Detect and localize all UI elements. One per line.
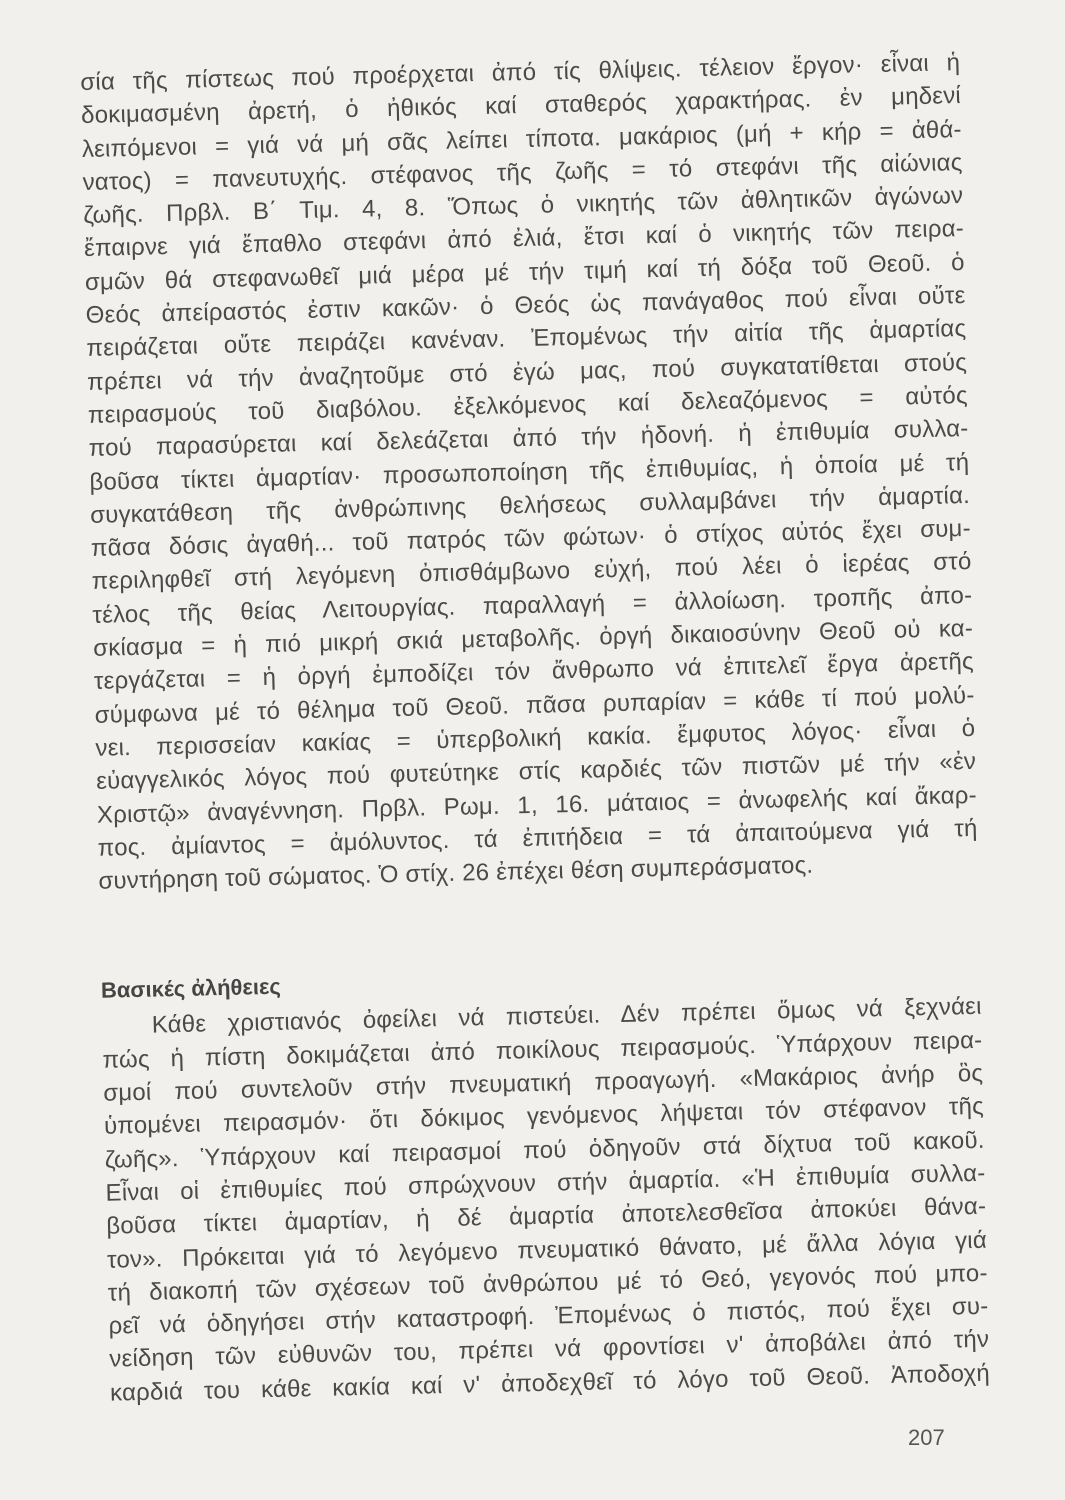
text-line: δοκιμασμένη ἀρετή, ὁ ἠθικός καί σταθερός χαρακτήρας. ἐν μηδενί (80, 82, 962, 130)
text-line: συγκατάθεση τῆς ἀνθρώπινης θελήσεως συλλαμβάνει τήν ἁμαρτία. (89, 481, 971, 529)
text-line: σκίασμα = ἡ πιό μικρή σκιά μεταβολῆς. ὀργή δικαιοσύνην Θεοῦ οὐ κα- (92, 614, 974, 662)
text-line: τον». Πρόκειται γιά τό λεγόμενο πνευματικό θάνατο, μέ ἄλλα λόγια γιά (106, 1226, 988, 1274)
text-line: ἔπαιρνε γιά ἔπαθλο στεφάνι ἀπό ἐλιά, ἔτσι καί ὁ νικητής τῶν πειρα- (83, 215, 965, 263)
text-line: λειπόμενοι = γιά νά μή σᾶς λείπει τίποτα. μακάριος (μή + κήρ = ἀθά- (81, 115, 962, 163)
text-line: πειράζεται οὔτε πειράζει κανέναν. Ἐπομένως τήν αἰτία τῆς ἁμαρτίας (86, 315, 967, 363)
text-line: ὑπομένει πειρασμόν· ὅτι δόκιμος γενόμενος λήψεται τόν στέφανον τῆς (103, 1093, 985, 1141)
text-line: περιληφθεῖ στή λεγόμενη ὀπισθάμβωνο εὐχή, πού λέει ὁ ἱερέας στό (91, 548, 972, 596)
text-line: εὐαγγελικός λόγος πού φυτεύτηκε στίς καρδιές τῶν πιστῶν μέ τήν «ἐν (95, 748, 977, 796)
text-line: καρδιά του κάθε κακία καί ν' ἀποδεχθεῖ τό λόγο τοῦ Θεοῦ. Ἀποδοχή (109, 1359, 991, 1407)
commentary-notes (80, 46, 979, 898)
text-line: πειρασμούς τοῦ διαβόλου. ἐξελκόμενος καί δελεαζόμενος = αὐτός (87, 381, 969, 429)
text-line: ρεῖ νά ὁδηγήσει στήν καταστροφή. Ἐπομένως ὁ πιστός, πού ἔχει συ- (108, 1292, 989, 1340)
text-line: Κάθε χριστιανός ὀφείλει νά πιστεύει. Δέν πρέπει ὅμως νά ξεχνάει (151, 993, 982, 1040)
text-line: βοῦσα τίκτει ἁμαρτίαν· προσωποποίηση τῆς ἐπιθυμίας, ἡ ὁποία μέ τή (89, 448, 970, 496)
section-body (101, 990, 990, 1409)
text-line: Χριστῷ» ἀναγέννηση. Πρβλ. Ρωμ. 1, 16. μάταιος = ἀνωφελής καί ἄκαρ- (96, 781, 978, 829)
text-line: τέλος τῆς θείας Λειτουργίας. παραλλαγή = ἀλλοίωση. τροπῆς ἀπο- (92, 581, 973, 629)
text-line: νείδηση τῶν εὐθυνῶν του, πρέπει νά φροντίσει ν' ἀποβάλει ἀπό τήν (109, 1326, 990, 1374)
text-line: νατος) = πανευτυχής. στέφανος τῆς ζωῆς = τό στεφάνι τῆς αἰώνιας (82, 148, 963, 196)
text-line: νει. περισσείαν κακίας = ὑπερβολική κακία. ἔμφυτος λόγος· εἶναι ὁ (95, 714, 976, 762)
text-line: πρέπει νά τήν ἀναζητοῦμε στό ἐγώ μας, πού συγκατατίθεται στούς (86, 348, 968, 396)
text-line: πᾶσα δόσις ἀγαθή... τοῦ πατρός τῶν φώτων· ὁ στίχος αὐτός ἔχει συμ- (90, 515, 972, 563)
text-line: συντήρηση τοῦ σώματος. Ὁ στίχ. 26 ἐπέχει θέση συμπεράσματος. (98, 851, 814, 895)
text-line: ζωῆς». Ὑπάρχουν καί πειρασμοί πού ὁδηγοῦν στά δίχτυα τοῦ κακοῦ. (104, 1126, 985, 1174)
text-line: σύμφωνα μέ τό θέλημα τοῦ Θεοῦ. πᾶσα ρυπαρίαν = κάθε τί πού μολύ- (94, 681, 975, 729)
text-line: σμῶν θά στεφανωθεῖ μιά μέρα μέ τήν τιμή καί τή δόξα τοῦ Θεοῦ. ὁ (84, 248, 965, 296)
text-line: πού παρασύρεται καί δελεάζεται ἀπό τήν ἡδονή. ἡ ἐπιθυμία συλλα- (88, 415, 969, 463)
text-line: σία τῆς πίστεως πού προέρχεται ἀπό τίς θλίψεις. τέλειον ἔργον· εἶναι ἡ (80, 49, 961, 96)
text-line: σμοί πού συντελοῦν στήν πνευματική προαγωγή. «Μακάριος ἀνήρ ὃς (103, 1059, 984, 1107)
text-line: Θεός ἀπείραστός ἐστιν κακῶν· ὁ Θεός ὡς πανάγαθος πού εἶναι οὔτε (85, 282, 966, 330)
text-line: τή διακοπή τῶν σχέσεων τοῦ ἀνθρώπου μέ τό Θεό, γεγονός πού μπο- (107, 1259, 988, 1307)
text-line: βοῦσα τίκτει ἁμαρτίαν, ἡ δέ ἁμαρτία ἀποτελεσθεῖσα ἀποκύει θάνα- (106, 1192, 987, 1240)
text-line: πώς ἡ πίστη δοκιμάζεται ἀπό ποικίλους πειρασμούς. Ὑπάρχουν πειρα- (102, 1026, 983, 1074)
text-line: ζωῆς. Πρβλ. Β΄ Τιμ. 4, 8. Ὅπως ὁ νικητής τῶν ἀθλητικῶν ἀγώνων (83, 182, 964, 230)
text-line: πος. ἀμίαντος = ἀμόλυντος. τά ἐπιτήδεια = τά ἀπαιτούμενα γιά τή (97, 814, 978, 862)
text-line: τεργάζεται = ἡ ὀργή ἐμποδίζει τόν ἄνθρωπο νά ἐπιτελεῖ ἔργα ἀρετῆς (93, 648, 975, 696)
page-text (80, 46, 990, 1410)
page-number: 207 (908, 1425, 945, 1450)
text-line: Εἶναι οἱ ἐπιθυμίες πού σπρώχνουν στήν ἁμαρτία. «Ἡ ἐπιθυμία συλλα- (105, 1159, 986, 1207)
section-heading: Βασικές ἀλήθειες (100, 974, 282, 1004)
